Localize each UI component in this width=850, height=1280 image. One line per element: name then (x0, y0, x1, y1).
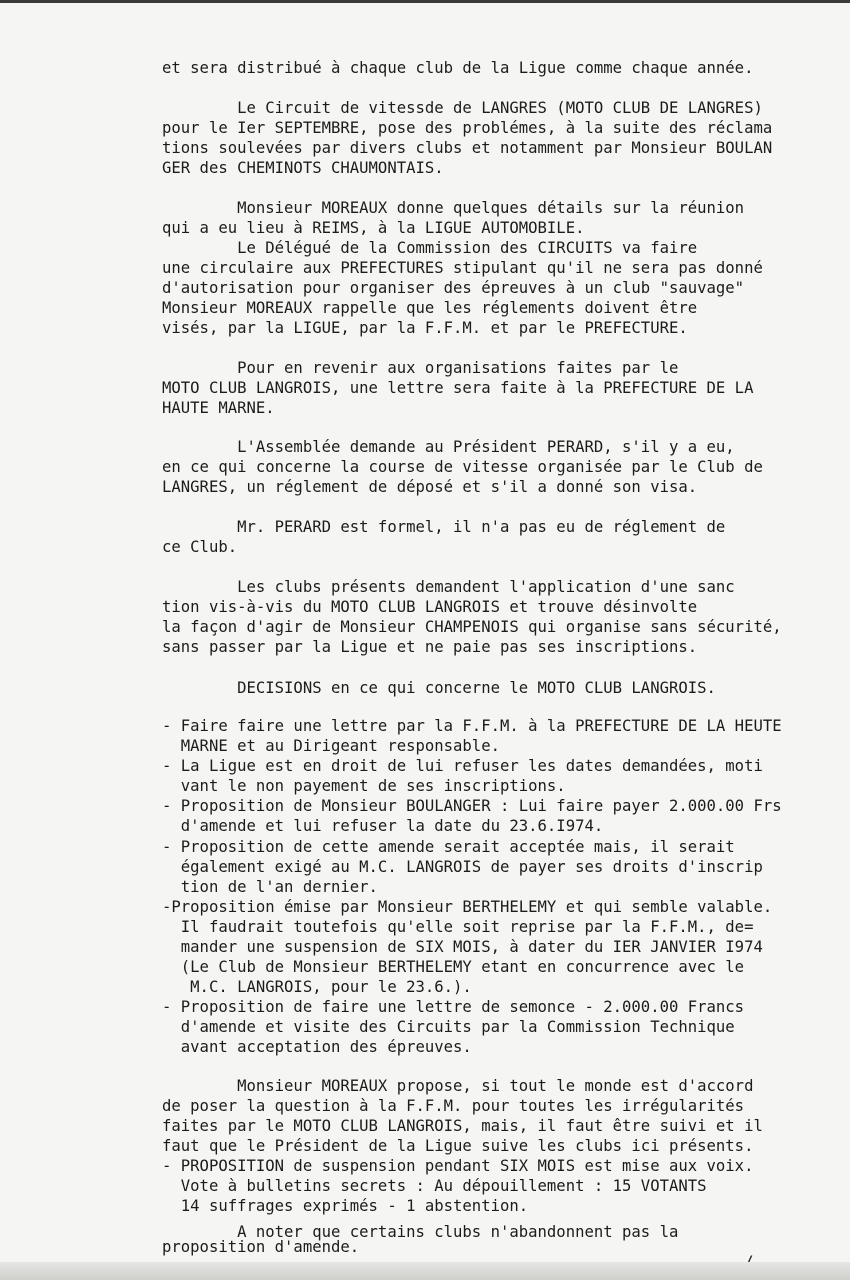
text-line: en ce qui concerne la course de vitesse organisée par le Club de (162, 458, 763, 476)
text-line: GER des CHEMINOTS CHAUMONTAIS. (162, 159, 444, 177)
text-line: Monsieur MOREAUX rappelle que les réglements doivent être (162, 299, 698, 317)
text-line: d'autorisation pour organiser des épreuves à un club "sauvage" (162, 279, 745, 297)
list-item: - La Ligue est en droit de lui refuser les dates demandées, moti (162, 757, 763, 775)
list-item: avant acceptation des épreuves. (162, 1038, 472, 1056)
list-item: - PROPOSITION de suspension pendant SIX MOIS est mise aux voix. (162, 1157, 754, 1175)
list-item: d'amende et visite des Circuits par la Commission Technique (162, 1018, 735, 1036)
list-item: - Proposition de cette amende serait acceptée mais, il serait (162, 838, 735, 856)
list-item: MARNE et au Dirigeant responsable. (162, 737, 500, 755)
text-line: Monsieur MOREAUX donne quelques détails sur la réunion (162, 199, 745, 217)
list-item: -Proposition émise par Monsieur BERTHELEMY et qui semble valable. (162, 898, 773, 916)
list-item: Il faudrait toutefois qu'elle soit reprise par la F.F.M., de= (162, 918, 754, 936)
text-line: Les clubs présents demandent l'application d'une sanc (162, 578, 735, 596)
text-line: LANGRES, un réglement de déposé et s'il a donné son visa. (162, 478, 698, 496)
text-line: A noter que certains clubs n'abandonnent pas la (162, 1223, 679, 1241)
list-item: d'amende et lui refuser la date du 23.6.I974. (162, 817, 604, 835)
page-top-edge (0, 0, 850, 3)
text-line: proposition d'amende. (162, 1238, 360, 1256)
list-item: 14 suffrages exprimés - 1 abstention. (162, 1197, 529, 1215)
text-line: une circulaire aux PREFECTURES stipulant qu'il ne sera pas donné (162, 259, 763, 277)
list-item: tion de l'an dernier. (162, 878, 378, 896)
text-line: L'Assemblée demande au Président PERARD, s'il y a eu, (162, 438, 735, 456)
text-line: pour le Ier SEPTEMBRE, pose des problémes, à la suite des réclama (162, 119, 773, 137)
text-line: Pour en revenir aux organisations faites par le (162, 359, 679, 377)
text-line: Mr. PERARD est formel, il n'a pas eu de réglement de (162, 518, 726, 536)
list-item: également exigé au M.C. LANGROIS de payer ses droits d'inscrip (162, 858, 763, 876)
list-item: Vote à bulletins secrets : Au dépouillement : 15 VOTANTS (162, 1177, 707, 1195)
list-item: vant le non payement de ses inscriptions. (162, 777, 566, 795)
list-item: (Le Club de Monsieur BERTHELEMY etant en concurrence avec le (162, 958, 745, 976)
list-item: - Proposition de faire une lettre de semonce - 2.000.00 Francs (162, 998, 745, 1016)
text-line: tions soulevées par divers clubs et notamment par Monsieur BOULAN (162, 139, 773, 157)
text-line: tion vis-à-vis du MOTO CLUB LANGROIS et trouve désinvolte (162, 598, 698, 616)
list-item: mander une suspension de SIX MOIS, à dater du IER JANVIER I974 (162, 938, 763, 956)
text-line: Le Circuit de vitessde de LANGRES (MOTO CLUB DE LANGRES) (162, 99, 763, 117)
text-line: MOTO CLUB LANGROIS, une lettre sera faite à la PREFECTURE DE LA (162, 379, 754, 397)
text-line: Le Délégué de la Commission des CIRCUITS va faire (162, 239, 698, 257)
text-line: faites par le MOTO CLUB LANGROIS, mais, il faut être suivi et il (162, 1117, 763, 1135)
text-line: qui a eu lieu à REIMS, à la LIGUE AUTOMOBILE. (162, 219, 585, 237)
list-item: - Faire faire une lettre par la F.F.M. à la PREFECTURE DE LA HEUTE (162, 717, 782, 735)
text-line: et sera distribué à chaque club de la Ligue comme chaque année. (162, 59, 754, 77)
list-item: - Proposition de Monsieur BOULANGER : Lui faire payer 2.000.00 Frs (162, 797, 782, 815)
text-line: HAUTE MARNE. (162, 399, 275, 417)
text-line: ce Club. (162, 538, 238, 556)
text-line: la façon d'agir de Monsieur CHAMPENOIS qui organise sans sécurité, (162, 618, 782, 636)
text-line: visés, par la LIGUE, par la F.F.M. et par le PREFECTURE. (162, 319, 688, 337)
page-bottom-edge (0, 1262, 850, 1280)
text-line: de poser la question à la F.F.M. pour toutes les irrégularités (162, 1097, 745, 1115)
list-item: M.C. LANGROIS, pour le 23.6.). (162, 978, 472, 996)
text-line: faut que le Président de la Ligue suive les clubs ici présents. (162, 1137, 754, 1155)
section-heading: DECISIONS en ce qui concerne le MOTO CLUB LANGROIS. (162, 679, 716, 697)
text-line: sans passer par la Ligue et ne paie pas ses inscriptions. (162, 638, 698, 656)
text-line: Monsieur MOREAUX propose, si tout le monde est d'accord (162, 1077, 754, 1095)
